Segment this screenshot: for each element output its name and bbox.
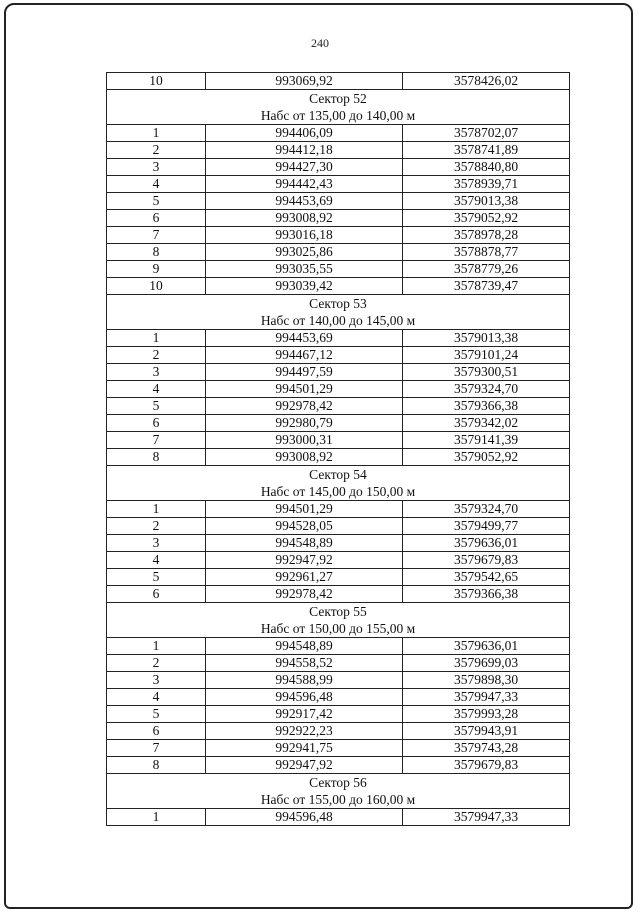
y-coordinate-cell: 3579743,28 xyxy=(403,740,570,757)
point-number-cell: 9 xyxy=(107,261,206,278)
y-coordinate-cell: 3579699,03 xyxy=(403,655,570,672)
point-number-cell: 1 xyxy=(107,501,206,518)
sector-header-row xyxy=(107,603,570,638)
y-coordinate-cell: 3579679,83 xyxy=(403,552,570,569)
y-coordinate-cell: 3579324,70 xyxy=(403,381,570,398)
point-number-cell: 7 xyxy=(107,227,206,244)
table-row xyxy=(107,193,570,210)
table-row xyxy=(107,569,570,586)
table-row xyxy=(107,278,570,295)
x-coordinate-cell: 993039,42 xyxy=(206,278,403,295)
coordinates-table xyxy=(106,72,570,826)
point-number-cell: 4 xyxy=(107,381,206,398)
y-coordinate-cell: 3578426,02 xyxy=(403,73,570,90)
x-coordinate-cell: 993000,31 xyxy=(206,432,403,449)
table-row xyxy=(107,501,570,518)
x-coordinate-cell: 994596,48 xyxy=(206,809,403,826)
x-coordinate-cell: 994596,48 xyxy=(206,689,403,706)
table-row xyxy=(107,535,570,552)
sector-height-range: Набс от 155,00 до 160,00 м xyxy=(260,792,416,807)
point-number-cell: 7 xyxy=(107,740,206,757)
table-row xyxy=(107,244,570,261)
sector-title: Сектор 55 xyxy=(309,604,367,619)
table-row xyxy=(107,518,570,535)
y-coordinate-cell: 3579636,01 xyxy=(403,638,570,655)
table-row xyxy=(107,552,570,569)
table-row xyxy=(107,586,570,603)
point-number-cell: 1 xyxy=(107,125,206,142)
table-row xyxy=(107,432,570,449)
y-coordinate-cell: 3578978,28 xyxy=(403,227,570,244)
table-row xyxy=(107,757,570,774)
point-number-cell: 10 xyxy=(107,278,206,295)
y-coordinate-cell: 3579141,39 xyxy=(403,432,570,449)
y-coordinate-cell: 3579993,28 xyxy=(403,706,570,723)
point-number-cell: 3 xyxy=(107,364,206,381)
x-coordinate-cell: 994453,69 xyxy=(206,193,403,210)
table-row xyxy=(107,689,570,706)
point-number-cell: 4 xyxy=(107,552,206,569)
sector-header-cell xyxy=(107,295,570,330)
y-coordinate-cell: 3579947,33 xyxy=(403,689,570,706)
x-coordinate-cell: 993016,18 xyxy=(206,227,403,244)
page-number: 240 xyxy=(311,36,329,50)
y-coordinate-cell: 3579947,33 xyxy=(403,809,570,826)
x-coordinate-cell: 994467,12 xyxy=(206,347,403,364)
y-coordinate-cell: 3578939,71 xyxy=(403,176,570,193)
x-coordinate-cell: 992947,92 xyxy=(206,757,403,774)
table-row xyxy=(107,210,570,227)
x-coordinate-cell: 994548,89 xyxy=(206,535,403,552)
sector-header-cell xyxy=(107,466,570,501)
point-number-cell: 6 xyxy=(107,415,206,432)
y-coordinate-cell: 3579013,38 xyxy=(403,330,570,347)
table-row xyxy=(107,347,570,364)
point-number-cell: 6 xyxy=(107,586,206,603)
y-coordinate-cell: 3579342,02 xyxy=(403,415,570,432)
x-coordinate-cell: 992961,27 xyxy=(206,569,403,586)
x-coordinate-cell: 993025,86 xyxy=(206,244,403,261)
table-row xyxy=(107,398,570,415)
x-coordinate-cell: 994501,29 xyxy=(206,381,403,398)
x-coordinate-cell: 994406,09 xyxy=(206,125,403,142)
y-coordinate-cell: 3579366,38 xyxy=(403,398,570,415)
x-coordinate-cell: 992941,75 xyxy=(206,740,403,757)
y-coordinate-cell: 3578741,89 xyxy=(403,142,570,159)
table-row xyxy=(107,723,570,740)
point-number-cell: 5 xyxy=(107,398,206,415)
point-number-cell: 5 xyxy=(107,193,206,210)
y-coordinate-cell: 3579943,91 xyxy=(403,723,570,740)
sector-header-row xyxy=(107,90,570,125)
y-coordinate-cell: 3578702,07 xyxy=(403,125,570,142)
table-row xyxy=(107,381,570,398)
x-coordinate-cell: 992978,42 xyxy=(206,586,403,603)
sector-title: Сектор 53 xyxy=(309,296,367,311)
x-coordinate-cell: 993035,55 xyxy=(206,261,403,278)
point-number-cell: 2 xyxy=(107,655,206,672)
table-row xyxy=(107,655,570,672)
table-row xyxy=(107,706,570,723)
x-coordinate-cell: 994442,43 xyxy=(206,176,403,193)
point-number-cell: 5 xyxy=(107,569,206,586)
table-row xyxy=(107,330,570,347)
table-row xyxy=(107,672,570,689)
y-coordinate-cell: 3579898,30 xyxy=(403,672,570,689)
y-coordinate-cell: 3579636,01 xyxy=(403,535,570,552)
point-number-cell: 7 xyxy=(107,432,206,449)
table-row xyxy=(107,73,570,90)
sector-header-row xyxy=(107,466,570,501)
x-coordinate-cell: 994453,69 xyxy=(206,330,403,347)
table-row xyxy=(107,176,570,193)
y-coordinate-cell: 3579052,92 xyxy=(403,449,570,466)
x-coordinate-cell: 993008,92 xyxy=(206,210,403,227)
y-coordinate-cell: 3579013,38 xyxy=(403,193,570,210)
sector-title: Сектор 54 xyxy=(309,467,367,482)
point-number-cell: 6 xyxy=(107,723,206,740)
y-coordinate-cell: 3579324,70 xyxy=(403,501,570,518)
point-number-cell: 8 xyxy=(107,757,206,774)
y-coordinate-cell: 3578739,47 xyxy=(403,278,570,295)
y-coordinate-cell: 3579300,51 xyxy=(403,364,570,381)
sector-height-range: Набс от 145,00 до 150,00 м xyxy=(260,484,416,499)
y-coordinate-cell: 3579542,65 xyxy=(403,569,570,586)
point-number-cell: 2 xyxy=(107,347,206,364)
x-coordinate-cell: 994427,30 xyxy=(206,159,403,176)
y-coordinate-cell: 3579366,38 xyxy=(403,586,570,603)
table-row xyxy=(107,159,570,176)
sector-height-range: Набс от 140,00 до 145,00 м xyxy=(260,313,416,328)
point-number-cell: 4 xyxy=(107,689,206,706)
point-number-cell: 3 xyxy=(107,535,206,552)
point-number-cell: 8 xyxy=(107,449,206,466)
x-coordinate-cell: 994548,89 xyxy=(206,638,403,655)
x-coordinate-cell: 992978,42 xyxy=(206,398,403,415)
point-number-cell: 1 xyxy=(107,809,206,826)
point-number-cell: 3 xyxy=(107,159,206,176)
table-row xyxy=(107,449,570,466)
x-coordinate-cell: 992947,92 xyxy=(206,552,403,569)
table-row xyxy=(107,415,570,432)
sector-header-row xyxy=(107,774,570,809)
sector-header-cell xyxy=(107,774,570,809)
point-number-cell: 2 xyxy=(107,142,206,159)
point-number-cell: 5 xyxy=(107,706,206,723)
point-number-cell: 8 xyxy=(107,244,206,261)
x-coordinate-cell: 994588,99 xyxy=(206,672,403,689)
table-row xyxy=(107,142,570,159)
point-number-cell: 4 xyxy=(107,176,206,193)
y-coordinate-cell: 3579101,24 xyxy=(403,347,570,364)
table-row xyxy=(107,227,570,244)
point-number-cell: 10 xyxy=(107,73,206,90)
y-coordinate-cell: 3578840,80 xyxy=(403,159,570,176)
point-number-cell: 1 xyxy=(107,638,206,655)
y-coordinate-cell: 3578878,77 xyxy=(403,244,570,261)
sector-title: Сектор 52 xyxy=(309,91,367,106)
point-number-cell: 2 xyxy=(107,518,206,535)
table-row xyxy=(107,809,570,826)
sector-header-cell xyxy=(107,603,570,638)
point-number-cell: 6 xyxy=(107,210,206,227)
y-coordinate-cell: 3579052,92 xyxy=(403,210,570,227)
x-coordinate-cell: 992922,23 xyxy=(206,723,403,740)
x-coordinate-cell: 994501,29 xyxy=(206,501,403,518)
x-coordinate-cell: 994497,59 xyxy=(206,364,403,381)
y-coordinate-cell: 3579679,83 xyxy=(403,757,570,774)
x-coordinate-cell: 992917,42 xyxy=(206,706,403,723)
table-row xyxy=(107,125,570,142)
sector-title: Сектор 56 xyxy=(309,775,367,790)
x-coordinate-cell: 994528,05 xyxy=(206,518,403,535)
sector-header-cell xyxy=(107,90,570,125)
table-row xyxy=(107,261,570,278)
sector-height-range: Набс от 135,00 до 140,00 м xyxy=(260,108,416,123)
table-row xyxy=(107,638,570,655)
x-coordinate-cell: 992980,79 xyxy=(206,415,403,432)
x-coordinate-cell: 994412,18 xyxy=(206,142,403,159)
sector-height-range: Набс от 150,00 до 155,00 м xyxy=(260,621,416,636)
x-coordinate-cell: 993069,92 xyxy=(206,73,403,90)
table-row xyxy=(107,364,570,381)
x-coordinate-cell: 993008,92 xyxy=(206,449,403,466)
x-coordinate-cell: 994558,52 xyxy=(206,655,403,672)
table-row xyxy=(107,740,570,757)
y-coordinate-cell: 3579499,77 xyxy=(403,518,570,535)
point-number-cell: 3 xyxy=(107,672,206,689)
sector-header-row xyxy=(107,295,570,330)
y-coordinate-cell: 3578779,26 xyxy=(403,261,570,278)
point-number-cell: 1 xyxy=(107,330,206,347)
